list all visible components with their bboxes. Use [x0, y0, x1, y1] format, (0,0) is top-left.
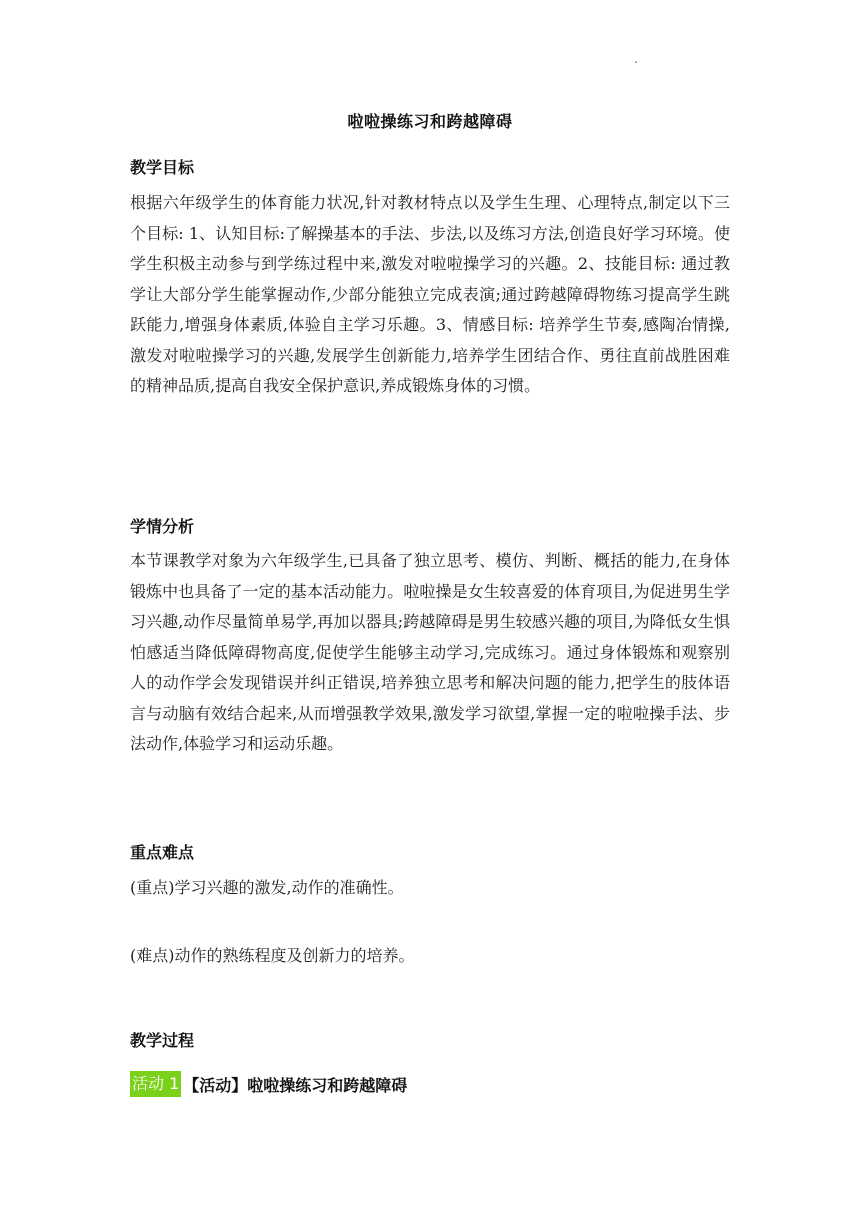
activity-tag: 活动 1 — [130, 1071, 181, 1097]
objectives-body: 根据六年级学生的体育能力状况,针对教材特点以及学生生理、心理特点,制定以下三个目标: 1、认知目标:了解操基本的手法、步法,以及练习方法,创造良好学习环境。使学生积极主动参与到学练过程中来,激发对啦啦操学习的兴趣。2、技能目标: 通过教学让大部分学生能掌握动作,少部分能独立完成表演;通过跨越障碍物练习提高学生跳跃能力,增强身体素质,体验自主学习乐趣。3、情感目标: 培养学生节奏,感陶冶情操,激发对啦啦操学习的兴趣,发展学生创新能力,培养学生团结合作、勇往直前战胜困难的精神品质,提高自我安全保护意识,养成锻炼身体的习惯。 — [130, 193, 730, 395]
key-points-heading: 重点难点 — [130, 843, 195, 862]
analysis-heading: 学情分析 — [130, 517, 195, 536]
objectives-heading: 教学目标 — [130, 158, 195, 177]
document-title: 啦啦操练习和跨越障碍 — [347, 112, 513, 131]
activity-title: 【活动】啦啦操练习和跨越障碍 — [183, 1075, 408, 1095]
analysis-body: 本节课教学对象为六年级学生,已具备了独立思考、模仿、判断、概括的能力,在身体锻炼中也具备了一定的基本活动能力。啦啦操是女生较喜爱的体育项目,为促进男生学习兴趣,动作尽量简单易学,再加以器具;跨越障碍是男生较感兴趣的项目,为降低女生惧怕感适当降低障碍物高度,促使学生能够主动学习,完成练习。通过身体锻炼和观察别人的动作学会发现错误并纠正错误,培养独立思考和解决问题的能力,把学生的肢体语言与动脑有效结合起来,从而增强教学效果,激发学习欲望,掌握一定的啦啦操手法、步法动作,体验学习和运动乐趣。 — [130, 551, 730, 753]
header-dot: . — [634, 52, 638, 66]
process-heading: 教学过程 — [130, 1031, 195, 1050]
difficult-point-text: (难点)动作的熟练程度及创新力的培养。 — [130, 946, 415, 965]
key-point-text: (重点)学习兴趣的激发,动作的准确性。 — [130, 878, 404, 897]
activity-line — [130, 1071, 407, 1097]
